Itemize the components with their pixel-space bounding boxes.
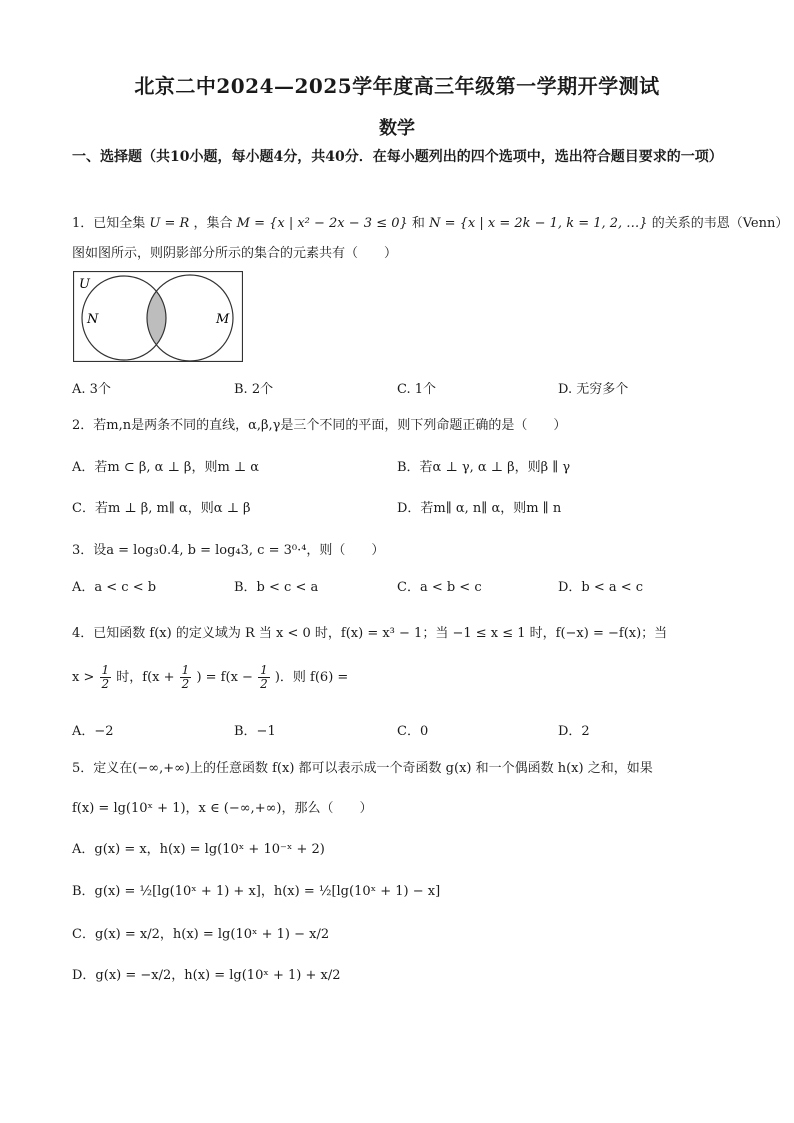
q4-fraction-half: $\frac{1}{2}$: [101, 663, 110, 691]
q2-option-d[interactable]: D．若m∥ α, n∥ α，则m ∥ n: [397, 501, 562, 516]
q4-option-d[interactable]: D．2: [558, 724, 590, 739]
q4-fraction-half-2: $\frac{1}{2}$: [181, 663, 190, 691]
q5-stem-line2: f(x) = lg(10ˣ + 1)，x ∈ (−∞,+∞)，那么（ ）: [72, 801, 373, 816]
q1-option-d[interactable]: D. 无穷多个: [558, 382, 629, 397]
q5-option-a[interactable]: A．g(x) = x，h(x) = lg(10ˣ + 10⁻ˣ + 2): [72, 842, 325, 857]
q3-option-a[interactable]: A．a < c < b: [72, 580, 157, 595]
q1-stem-line2: 图如图所示，则阴影部分所示的集合的元素共有（ ）: [72, 246, 398, 261]
q2-stem: 2．若m,n是两条不同的直线，α,β,γ是三个不同的平面，则下列命题正确的是（ ）: [72, 418, 567, 433]
q1-text-c: 和: [411, 216, 425, 231]
q4-stem-line2: [72, 664, 348, 691]
q2-option-a[interactable]: A．若m ⊂ β, α ⊥ β，则m ⊥ α: [72, 460, 260, 475]
q5-stem-line1: 5．定义在(−∞,+∞)上的任意函数 f(x) 都可以表示成一个奇函数 g(x) 和一个偶函数 h(x) 之和，如果: [72, 761, 653, 776]
exam-title: 北京二中2024—2025学年度高三年级第一学期开学测试: [134, 74, 660, 98]
section-heading: 一、选择题（共10小题，每小题4分，共40分．在每小题列出的四个选项中，选出符合题目要求的一项）: [72, 149, 723, 165]
q3-option-c[interactable]: C．a < b < c: [397, 580, 482, 595]
q3-option-b[interactable]: B．b < c < a: [234, 580, 319, 595]
q4-option-c[interactable]: C．0: [397, 724, 429, 739]
q3-stem: 3．设a = log₃0.4, b = log₄3, c = 3⁰·⁴，则（ ）: [72, 543, 385, 558]
q4-text-d: )．则 f(6) =: [274, 670, 349, 685]
q2-option-c[interactable]: C．若m ⊥ β, m∥ α，则α ⊥ β: [72, 501, 251, 516]
q4-option-b[interactable]: B．−1: [234, 724, 276, 739]
q3-option-d[interactable]: D．b < a < c: [558, 580, 644, 595]
q1-text-d: 的关系的韦恩（Venn）: [651, 216, 789, 231]
q4-text-a: x >: [72, 670, 95, 685]
q2-option-b[interactable]: B．若α ⊥ γ, α ⊥ β，则β ∥ γ: [397, 460, 571, 475]
venn-label-n: N: [87, 312, 99, 327]
q1-text-a: 1．已知全集: [72, 216, 146, 231]
q1-universal-set: U = R: [149, 216, 190, 231]
subject-heading: 数学: [379, 118, 415, 139]
q1-option-b[interactable]: B. 2个: [234, 382, 274, 397]
q4-option-a[interactable]: A．−2: [72, 724, 114, 739]
q1-text-b: ，集合: [193, 216, 233, 231]
q4-fraction-half-3: $\frac{1}{2}$: [260, 663, 268, 691]
q5-option-b[interactable]: B．g(x) = ½[lg(10ˣ + 1) + x]，h(x) = ½[lg(10ˣ + 1) − x]: [72, 884, 441, 899]
q1-set-m: M = {x | x² − 2x − 3 ≤ 0}: [236, 216, 408, 231]
q4-stem-line1: 4．已知函数 f(x) 的定义域为 R 当 x < 0 时，f(x) = x³ − 1；当 −1 ≤ x ≤ 1 时，f(−x) = −f(x)；当: [72, 626, 668, 641]
q5-option-d[interactable]: D．g(x) = −x/2，h(x) = lg(10ˣ + 1) + x/2: [72, 968, 341, 983]
q5-option-c[interactable]: C．g(x) = x/2，h(x) = lg(10ˣ + 1) − x/2: [72, 927, 330, 942]
q1-stem-line1: [72, 212, 788, 231]
q1-option-a[interactable]: A. 3个: [72, 382, 111, 397]
q4-text-b: 时，f(x +: [116, 670, 175, 685]
q1-set-n: N = {x | x = 2k − 1, k = 1, 2, …}: [429, 216, 648, 231]
q4-text-c: ) = f(x −: [196, 670, 253, 685]
venn-label-u: U: [79, 277, 90, 292]
venn-label-m: M: [216, 312, 230, 327]
q1-option-c[interactable]: C. 1个: [397, 382, 437, 397]
venn-diagram: [73, 271, 243, 362]
